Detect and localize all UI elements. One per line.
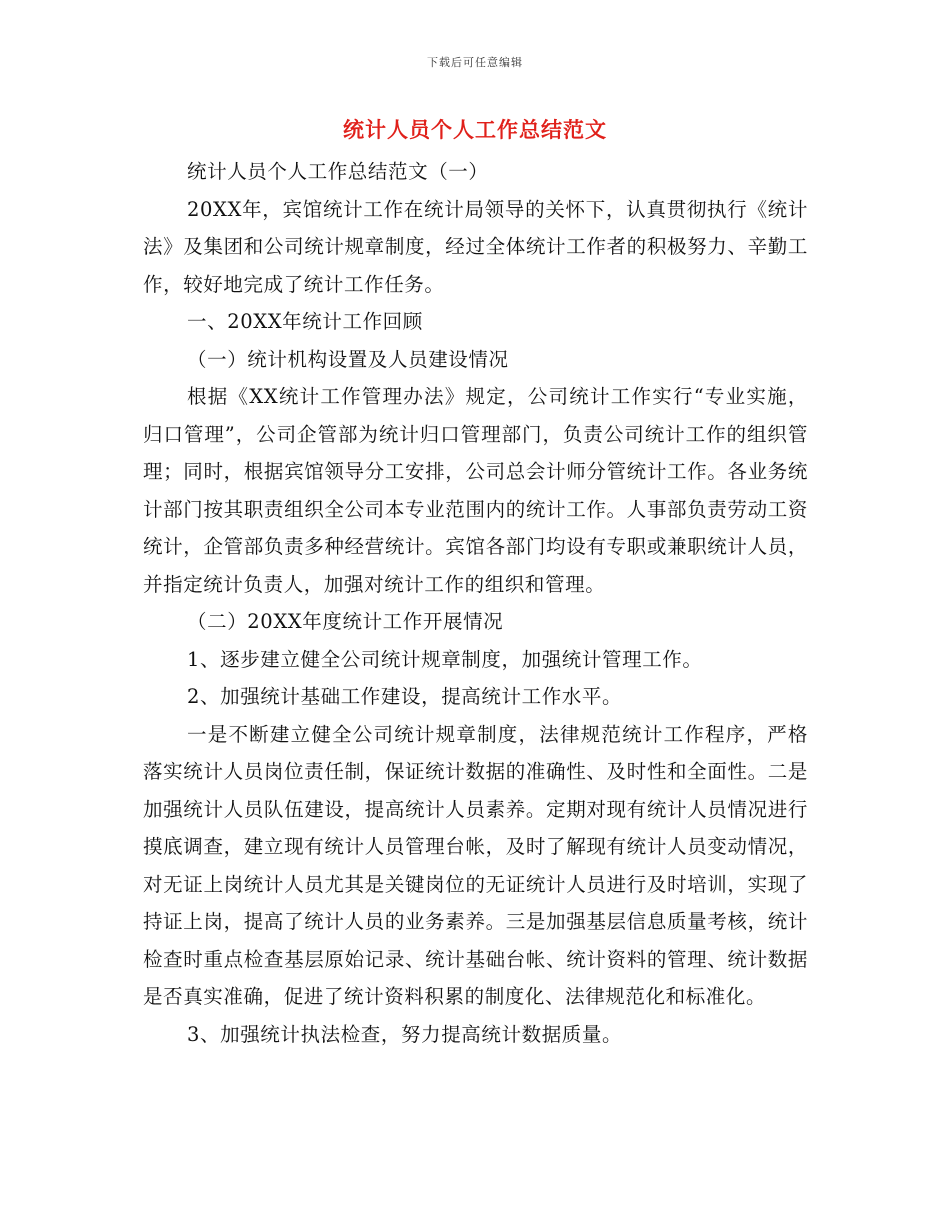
header-note: 下载后可任意编辑 — [427, 56, 523, 69]
document-title: 统计人员个人工作总结范文 — [343, 117, 607, 142]
list-item-3: 3、加强统计执法检查，努力提高统计数据质量。 — [187, 1022, 623, 1046]
list-item-2: 2、加强统计基础工作建设，提高统计工作水平。 — [187, 685, 623, 708]
body-paragraph: 根据《XX统计工作管理办法》规定，公司统计工作实行“专业实施，归口管理”，公司企管部为统计归口管理部门，负责公司统计工作的组织管理；同时，根据宾馆领导分工安排，公司总会计师分管统计工作。各业务统计部门按其职责组织全公司本专业范围内的统计工作。人事部负责劳动工资统计，企管部负责多种经营统计。宾馆各部门均设有专职或兼职统计人员，并指定统计负责人，加强对统计工作的组织和管理。 — [143, 385, 808, 596]
intro-paragraph: 20XX年，宾馆统计工作在统计局领导的关怀下，认真贯彻执行《统计法》及集团和公司统计规章制度，经过全体统计工作者的积极努力、辛勤工作，较好地完成了统计工作任务。 — [143, 197, 808, 296]
list-item-1: 1、逐步建立健全公司统计规章制度，加强统计管理工作。 — [187, 647, 703, 671]
section-heading-1: 一、20XX年统计工作回顾 — [187, 310, 423, 333]
subsection-heading-2: （二）20XX年度统计工作开展情况 — [187, 610, 504, 633]
document-body — [143, 153, 808, 1053]
subtitle-paragraph: 统计人员个人工作总结范文（一） — [187, 160, 489, 183]
subsection-heading-1: （一）统计机构设置及人员建设情况 — [187, 347, 509, 371]
body-paragraph: 一是不断建立健全公司统计规章制度，法律规范统计工作程序，严格落实统计人员岗位责任制，保证统计数据的准确性、及时性和全面性。二是加强统计人员队伍建设，提高统计人员素养。定期对现有统计人员情况进行摸底调查，建立现有统计人员管理台帐，及时了解现有统计人员变动情况，对无证上岗统计人员尤其是关键岗位的无证统计人员进行及时培训，实现了持证上岗，提高了统计人员的业务素养。三是加强基层信息质量考核，统计检查时重点检查基层原始记录、统计基础台帐、统计资料的管理、统计数据是否真实准确，促进了统计资料积累的制度化、法律规范化和标准化。 — [143, 722, 808, 1008]
